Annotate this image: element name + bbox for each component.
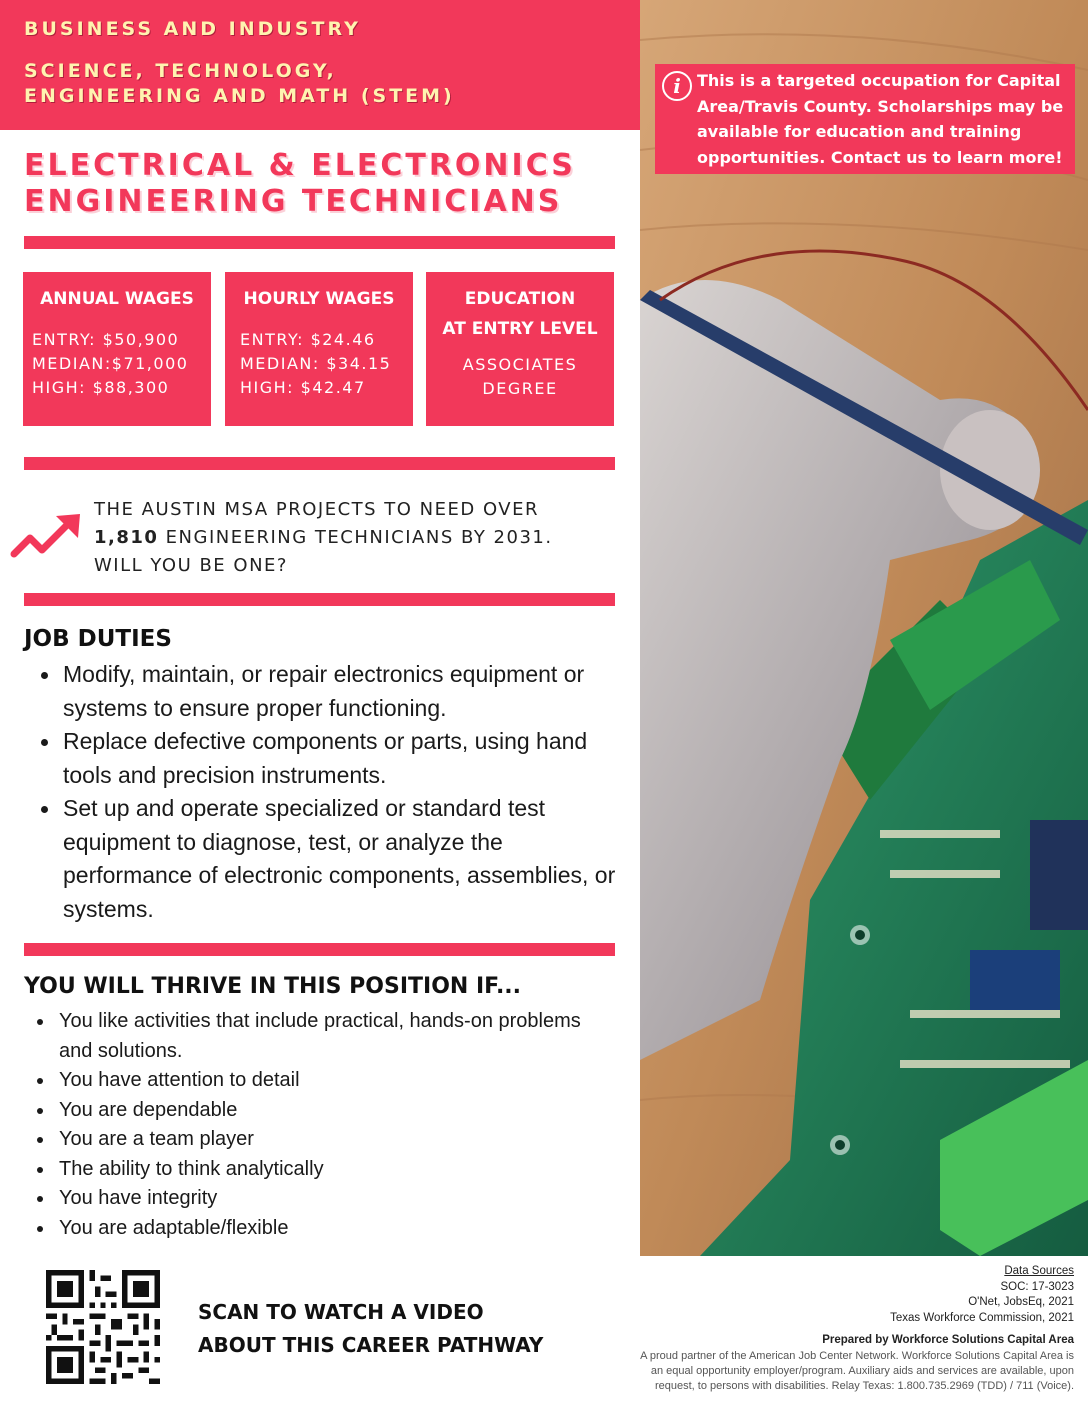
education-title-line2: AT ENTRY LEVEL <box>442 319 598 339</box>
divider <box>24 236 615 249</box>
thrive-heading: YOU WILL THRIVE IN THIS POSITION IF... <box>24 974 522 999</box>
education-value-line2: DEGREE <box>482 379 558 398</box>
hourly-high: HIGH: $42.47 <box>240 378 366 397</box>
job-duties-list <box>40 658 620 926</box>
page-title <box>24 148 624 220</box>
annual-wages-title: ANNUAL WAGES <box>40 289 194 309</box>
scan-line1: SCAN TO WATCH A VIDEO <box>198 1300 484 1324</box>
page-title-line1: ELECTRICAL & ELECTRONICS <box>24 148 576 183</box>
category-stem-line1: SCIENCE, TECHNOLOGY, <box>24 60 337 82</box>
disclaimer-line: request, to persons with disabilities. Relay Texas: 1.800.735.2969 (TDD) / 711 (Voice). <box>654 1379 1074 1392</box>
list-item: You like activities that include practical, hands-on problems and solutions. <box>36 1007 596 1066</box>
projection-text <box>94 496 614 580</box>
annual-median: MEDIAN:$71,000 <box>32 354 189 373</box>
soc-code: SOC: 17-3023 <box>1000 1280 1074 1293</box>
qr-code[interactable] <box>46 1270 160 1384</box>
divider <box>24 457 615 470</box>
data-sources-title[interactable]: Data Sources <box>1004 1265 1074 1277</box>
list-item: The ability to think analytically <box>36 1155 596 1185</box>
hourly-wages-title: HOURLY WAGES <box>243 289 395 309</box>
info-icon: i <box>662 71 692 101</box>
hourly-median: MEDIAN: $34.15 <box>240 354 392 373</box>
hourly-wages-box <box>225 272 413 426</box>
divider <box>24 593 615 606</box>
education-title-line1: EDUCATION <box>464 289 576 309</box>
trend-up-arrow-icon <box>10 512 84 562</box>
thrive-list <box>36 1007 596 1243</box>
list-item: You have integrity <box>36 1184 596 1214</box>
category-stem-line2: ENGINEERING AND MATH (STEM) <box>24 85 455 107</box>
page-title-line2: ENGINEERING TECHNICIANS <box>24 184 563 219</box>
source-line: O'Net, JobsEq, 2021 <box>968 1296 1074 1308</box>
list-item: You are adaptable/flexible <box>36 1214 596 1244</box>
divider <box>24 943 615 956</box>
circuit-board-photo <box>640 0 1088 1256</box>
annual-entry: ENTRY: $50,900 <box>32 330 180 349</box>
list-item: You are a team player <box>36 1125 596 1155</box>
data-sources <box>554 1264 1074 1394</box>
prepared-by: Prepared by Workforce Solutions Capital Area <box>822 1334 1074 1346</box>
category-business: BUSINESS AND INDUSTRY <box>24 18 361 40</box>
list-item: Replace defective components or parts, using hand tools and precision instruments. <box>40 725 620 792</box>
scan-line2: ABOUT THIS CAREER PATHWAY <box>198 1333 544 1357</box>
projection-question: WILL YOU BE ONE? <box>94 555 288 576</box>
list-item: Modify, maintain, or repair electronics equipment or systems to ensure proper functioning. <box>40 658 620 725</box>
source-line: Texas Workforce Commission, 2021 <box>890 1311 1074 1324</box>
list-item: You are dependable <box>36 1096 596 1126</box>
annual-high: HIGH: $88,300 <box>32 378 170 397</box>
disclaimer-line: an equal opportunity employer/program. Auxiliary aids and services are available, upon <box>650 1364 1074 1377</box>
scan-call-to-action <box>198 1296 543 1362</box>
education-box <box>426 272 614 426</box>
projection-count: 1,810 <box>94 527 159 548</box>
hourly-entry: ENTRY: $24.46 <box>240 330 376 349</box>
notice-text: This is a targeted occupation for Capital Area/Travis County. Scholarships may be available for education and training opportunities. Contact us to learn more! <box>697 71 1064 167</box>
projection-suffix: ENGINEERING TECHNICIANS BY 2031. <box>165 527 553 548</box>
list-item: Set up and operate specialized or standard test equipment to diagnose, test, or analyze the performance of electronic components, assemblies, or systems. <box>40 792 620 926</box>
job-duties-heading: JOB DUTIES <box>24 626 172 652</box>
disclaimer-line: A proud partner of the American Job Center Network. Workforce Solutions Capital Area is <box>640 1349 1074 1362</box>
notice-box <box>655 64 1075 174</box>
education-value-line1: ASSOCIATES <box>462 355 578 374</box>
projection-prefix: THE AUSTIN MSA PROJECTS TO NEED OVER <box>94 499 539 520</box>
list-item: You have attention to detail <box>36 1066 596 1096</box>
annual-wages-box <box>23 272 211 426</box>
